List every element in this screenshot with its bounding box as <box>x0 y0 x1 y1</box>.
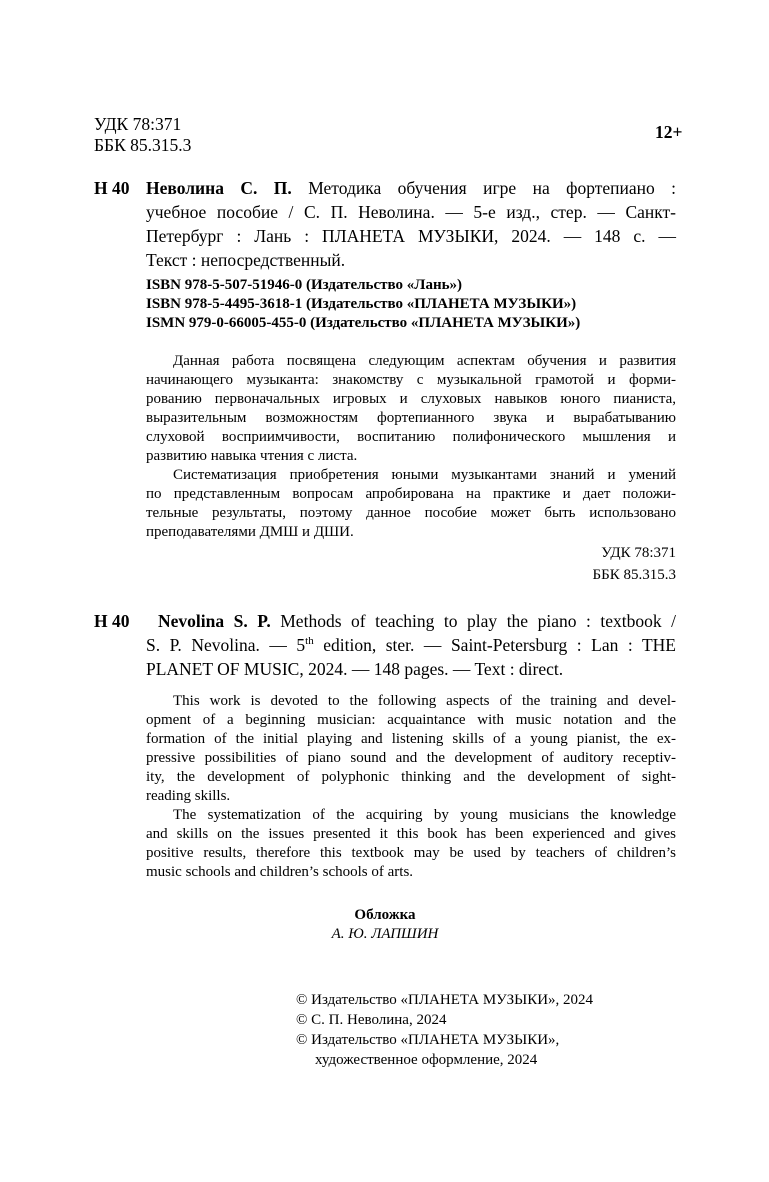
isbn-line: ISBN 978-5-4495-3618-1 (Издательство «ПЛАНЕТА МУЗЫКИ») <box>146 296 577 312</box>
ru-abstract-udk: УДК 78:371 <box>601 545 676 561</box>
ru-entry-line: Текст : непосредственный. <box>146 250 346 270</box>
copyright-block <box>296 990 593 1070</box>
en-abstract-line: pressive possibilities of piano sound and the development of auditory receptiv- <box>146 750 676 766</box>
en-entry-line: S. P. Nevolina. — 5 <box>146 635 306 655</box>
ru-entry-author: Неволина С. П. <box>146 178 292 198</box>
ismn-line: ISMN 979-0-66005-455-0 (Издательство «ПЛАНЕТА МУЗЫКИ») <box>146 315 581 331</box>
en-abstract-line: The systematization of the acquiring by young musicians the knowledge <box>173 807 676 823</box>
ru-abstract-line: тельные результаты, поэтому данное пособие может быть использовано <box>146 505 676 521</box>
ru-abstract-line: слуховой восприимчивости, воспитанию полифонического мышления и <box>146 429 676 445</box>
ru-abstract-line: Данная работа посвящена следующим аспектам обучения и развития <box>173 353 676 369</box>
ru-abstract-line: преподавателями ДМШ и ДШИ. <box>146 524 354 540</box>
en-abstract <box>146 692 676 882</box>
isbn-line: ISBN 978-5-507-51946-0 (Издательство «Лань») <box>146 277 463 293</box>
en-entry-continued <box>146 633 676 681</box>
en-abstract-line: ity, the development of polyphonic thinking and the development of sight- <box>146 769 676 785</box>
copyright-line: художественное оформление, 2024 <box>315 1052 538 1068</box>
cover-label: Обложка <box>354 907 416 923</box>
ru-entry-body <box>146 176 676 272</box>
ru-abstract-line: по представленным вопросам апробирована на практике и дает положи- <box>146 486 676 502</box>
en-entry-line: PLANET OF MUSIC, 2024. — 148 pages. — Text : direct. <box>146 659 564 679</box>
en-abstract-line: and skills on the issues presented it this book has been experienced and gives <box>146 826 676 842</box>
en-abstract-line: opment of a beginning musician: acquaintance with music notation and the <box>146 712 676 728</box>
cover-artist: А. Ю. ЛАПШИН <box>331 926 439 942</box>
age-rating: 12+ <box>655 122 683 142</box>
header-bbk: ББК 85.315.3 <box>94 135 192 155</box>
ru-entry-code: Н 40 <box>94 178 130 198</box>
en-abstract-line: positive results, therefore this textbook may be used by teachers of children’s <box>146 845 676 861</box>
isbn-block <box>146 276 580 333</box>
en-abstract-line: reading skills. <box>146 788 231 804</box>
en-abstract-line: formation of the initial playing and listening skills of a young pianist, the ex- <box>146 731 676 747</box>
ru-abstract-line: Систематизация приобретения юными музыкантами знаний и умений <box>173 467 676 483</box>
en-entry-line: edition, ster. — Saint-Petersburg : Lan : THE <box>313 635 676 655</box>
copyright-line: © Издательство «ПЛАНЕТА МУЗЫКИ», <box>296 1032 560 1048</box>
copyright-line: © С. П. Неволина, 2024 <box>296 1012 447 1028</box>
ru-abstract-line: начинающего музыканта: знакомству с музыкальной грамотой и форми- <box>146 372 676 388</box>
ru-entry-line: Методика обучения игре на фортепиано : <box>308 178 677 198</box>
ru-abstract-bbk: ББК 85.315.3 <box>592 567 676 583</box>
en-abstract-line: This work is devoted to the following aspects of the training and devel- <box>173 693 676 709</box>
en-entry-code: Н 40 <box>94 611 130 631</box>
ru-entry-line: учебное пособие / С. П. Неволина. — 5-е изд., стер. — Санкт- <box>146 202 676 222</box>
ru-abstract-line: рованию первоначальных игровых и слуховых навыков юного пианиста, <box>146 391 676 407</box>
ru-entry-line: Петербург : Лань : ПЛАНЕТА МУЗЫКИ, 2024. — 148 с. — <box>146 226 676 246</box>
en-entry-body <box>158 609 676 633</box>
en-entry-author: Nevolina S. P. <box>158 611 271 631</box>
ru-abstract-classification <box>476 544 676 585</box>
ru-abstract-line: развитию навыка чтения с листа. <box>146 448 358 464</box>
copyright-line: © Издательство «ПЛАНЕТА МУЗЫКИ», 2024 <box>296 992 594 1008</box>
en-entry-superscript: th <box>305 635 314 648</box>
ru-abstract <box>146 352 676 542</box>
header-udk: УДК 78:371 <box>94 114 182 134</box>
en-entry-line: Methods of teaching to play the piano : textbook / <box>280 611 676 631</box>
ru-abstract-line: выразительным возможностям фортепианного звука и вырабатыванию <box>146 410 676 426</box>
en-abstract-line: music schools and children’s schools of arts. <box>146 864 414 880</box>
